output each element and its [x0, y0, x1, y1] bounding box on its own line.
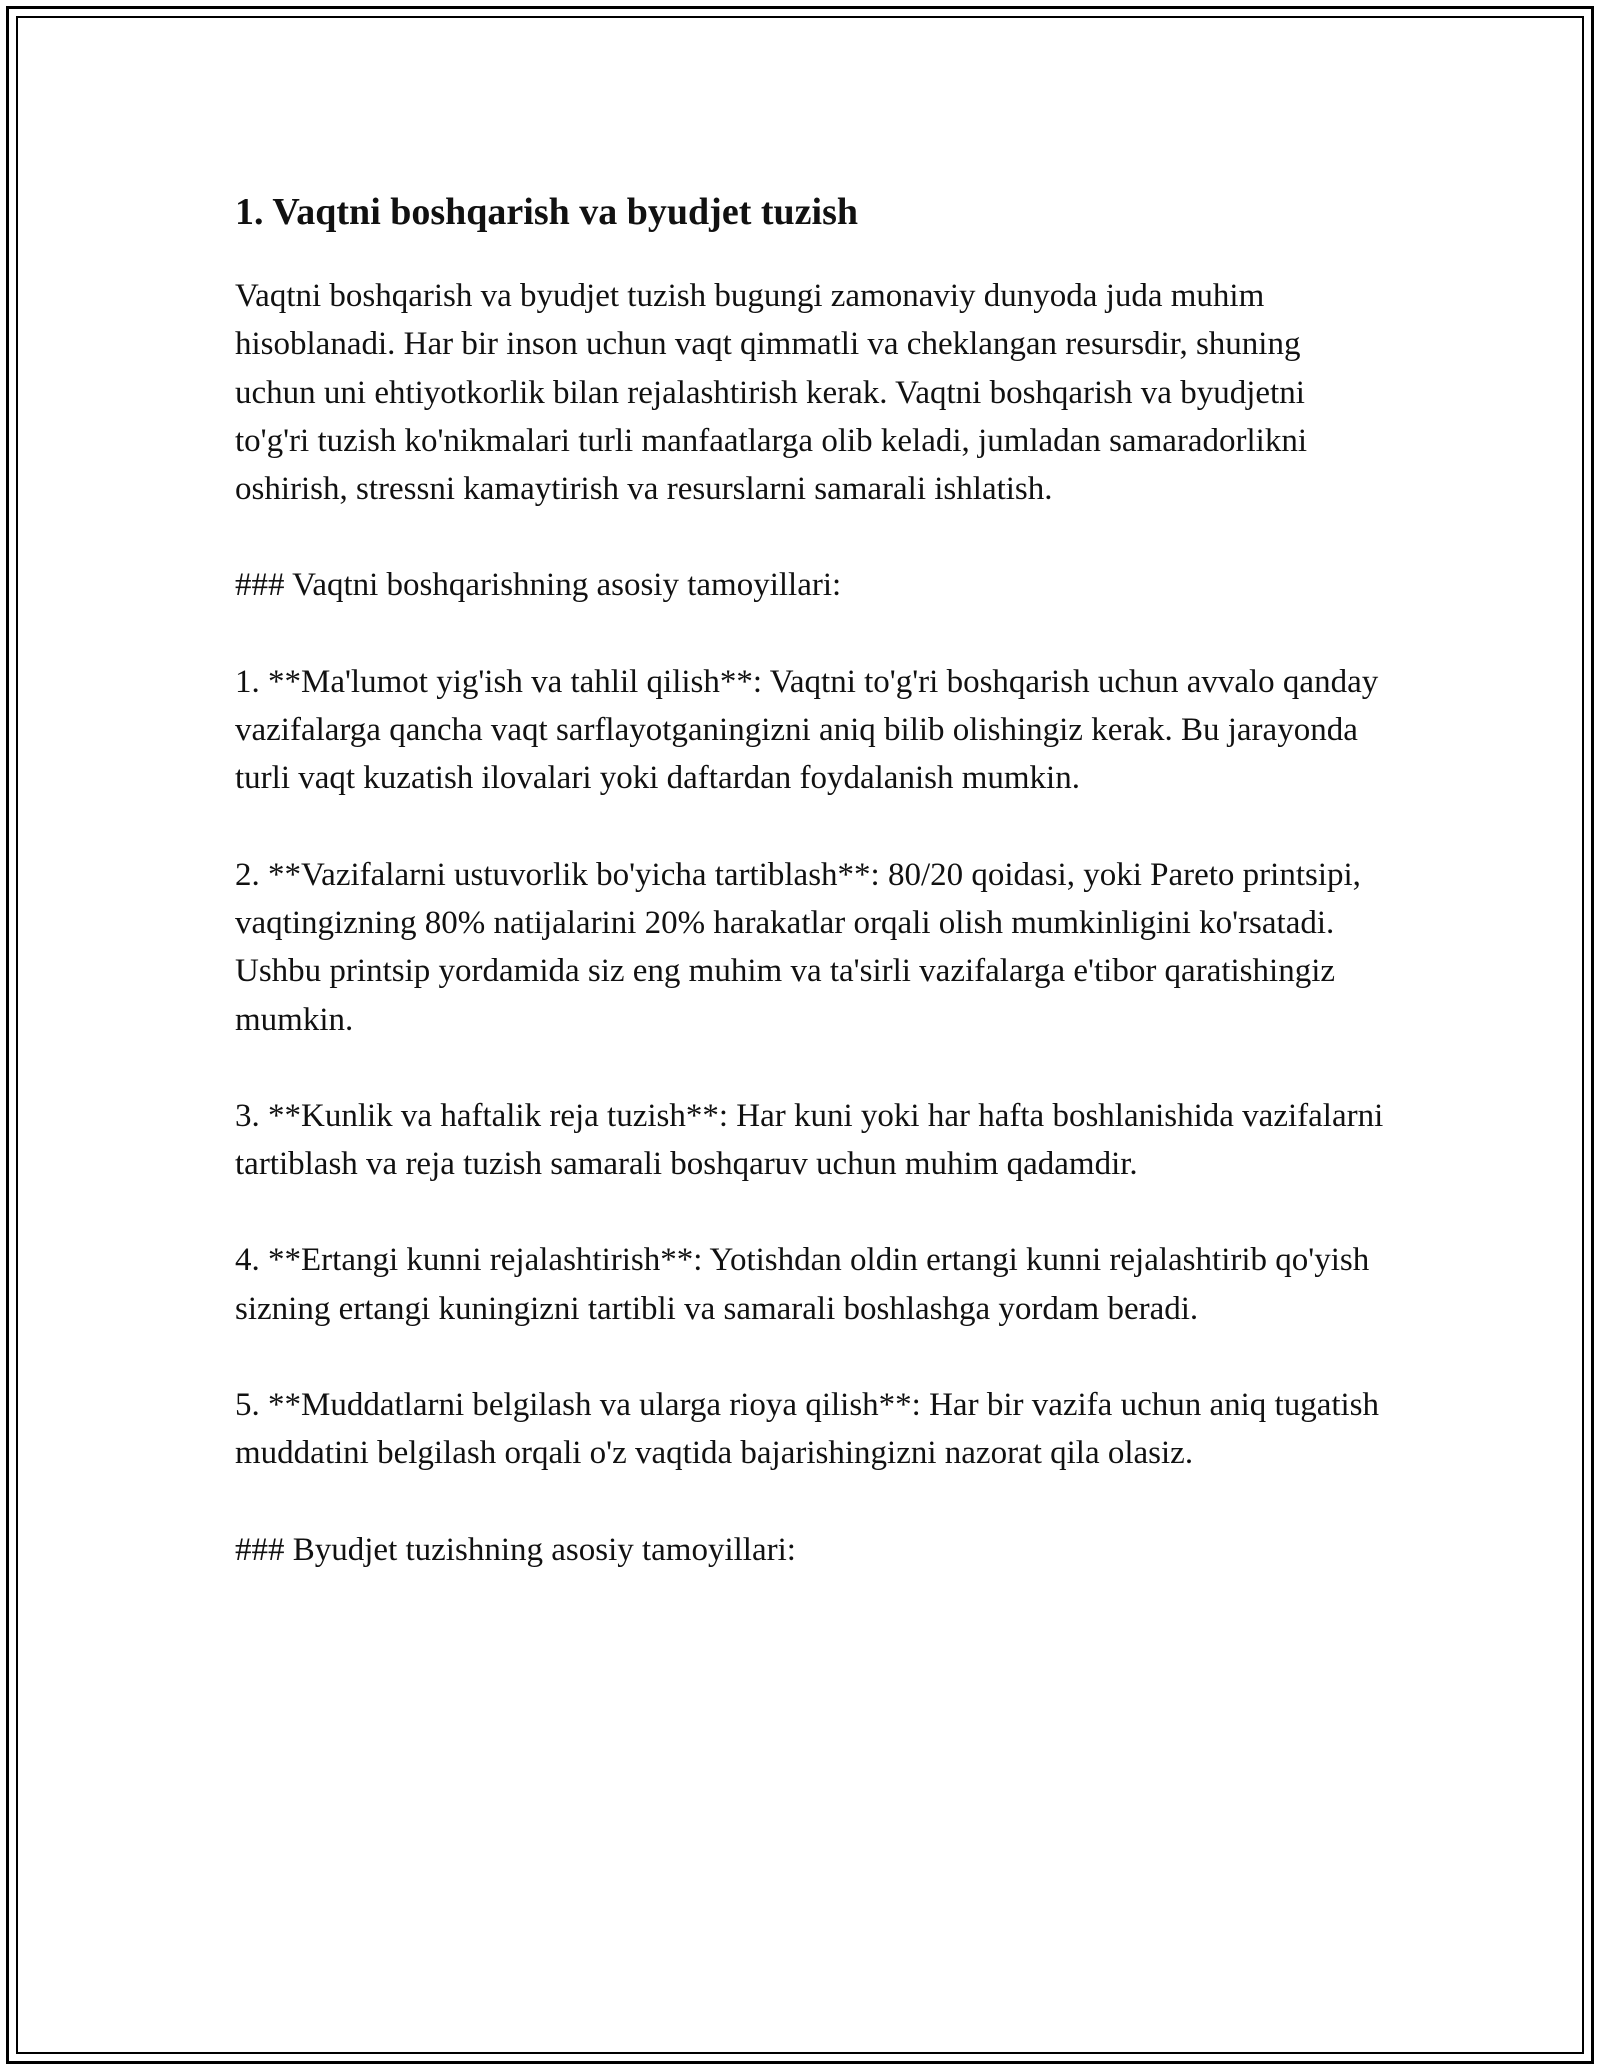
intro-paragraph: Vaqtni boshqarish va byudjet tuzish bugungi zamonaviy dunyoda juda muhim hisoblanadi. Har bir inson uchun vaqt qimmatli va cheklangan resursdir, shuning uchun uni ehtiyotkorlik bilan rejalashtirish kerak. Vaqtni boshqarish va byudjetni to'g'ri tuzish ko'nikmalari turli manfaatlarga olib keladi, jumladan samaradorlikni oshirish, stressni kamaytirish va resurslarni samarali ishlatish.: [235, 278, 1308, 508]
section-heading-time: ### Vaqtni boshqarishning asosiy tamoyillari:: [235, 567, 842, 604]
document-body: [235, 186, 1385, 1622]
list-item: 1. **Ma'lumot yig'ish va tahlil qilish**: Vaqtni to'g'ri boshqarish uchun avvalo qanday vazifalarga qancha vaqt sarflayotganingizni aniq bilib olishingiz kerak. Bu jarayonda turli vaqt kuzatish ilovalari yoki daftardan foydalanish mumkin.: [235, 663, 1379, 797]
list-item: 5. **Muddatlarni belgilash va ularga rioya qilish**: Har bir vazifa uchun aniq tugatish muddatini belgilash orqali o'z vaqtida bajarishingizni nazorat qila olasiz.: [235, 1387, 1380, 1472]
section-heading-budget: ### Byudjet tuzishning asosiy tamoyillari:: [235, 1531, 796, 1568]
list-item: 2. **Vazifalarni ustuvorlik bo'yicha tartiblash**: 80/20 qoidasi, yoki Pareto printsipi, vaqtingizning 80% natijalarini 20% harakatlar orqali olish mumkinligini ko'rsatadi. Ushbu printsip yordamida siz eng muhim va ta'sirli vazifalarga e'tibor qaratishingiz mumkin.: [235, 856, 1361, 1038]
document-title: 1. Vaqtni boshqarish va byudjet tuzish: [235, 191, 858, 233]
list-item: 4. **Ertangi kunni rejalashtirish**: Yotishdan oldin ertangi kunni rejalashtirib qo'yish sizning ertangi kuningizni tartibli va samarali boshlashga yordam beradi.: [235, 1242, 1370, 1327]
list-item: 3. **Kunlik va haftalik reja tuzish**: Har kuni yoki har hafta boshlanishida vazifalarni tartiblash va reja tuzish samarali boshqaruv uchun muhim qadamdir.: [235, 1097, 1384, 1183]
